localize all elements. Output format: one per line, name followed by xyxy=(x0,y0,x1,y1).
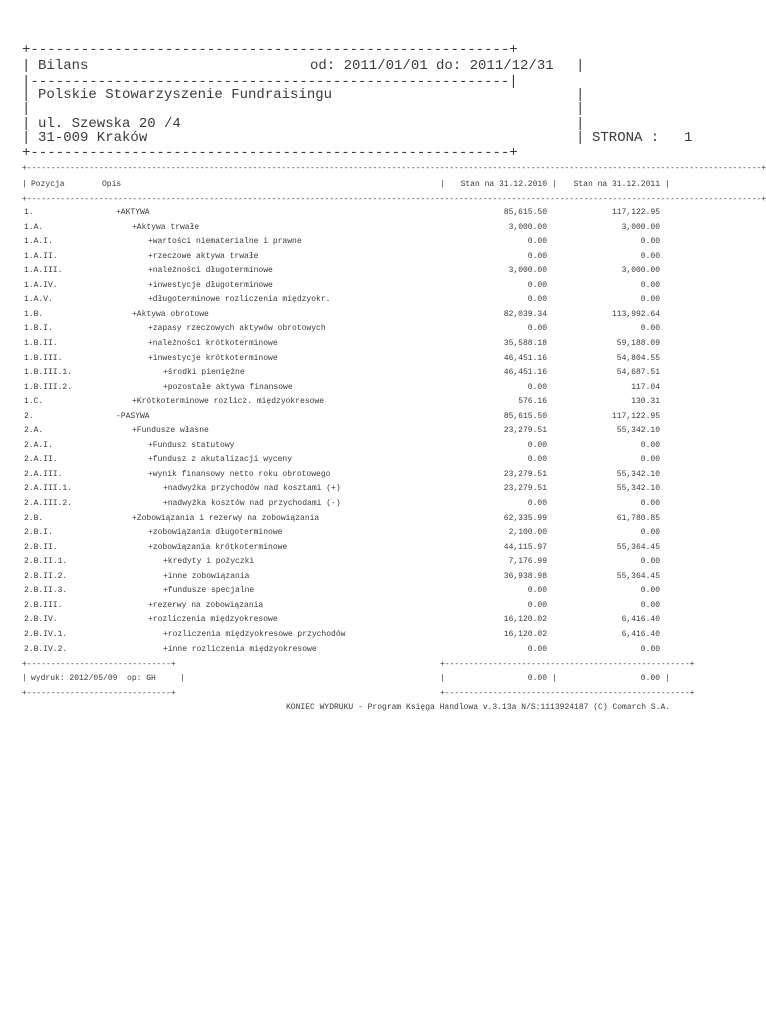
row-position: 2.B.IV. xyxy=(24,615,58,625)
row-description: +Fundusze własne xyxy=(132,426,209,436)
table-header-left-bar: | xyxy=(22,180,27,189)
row-value-2010: 0.00 xyxy=(527,455,547,465)
row-value-2010: 0.00 xyxy=(527,382,547,392)
col-header-description: Opis xyxy=(102,180,122,189)
row-value-2010: 0.00 xyxy=(527,586,547,596)
header-divider: |---------------------------------------------------------| xyxy=(22,74,518,90)
footer-total-curr: 0.00 xyxy=(640,674,660,683)
row-description: +zobowiązania krótkoterminowe xyxy=(148,542,288,552)
row-value-2010: 62,335.99 xyxy=(503,513,547,523)
row-position: 1.A.III. xyxy=(24,266,63,276)
footer-left-bar: | xyxy=(22,674,27,683)
row-value-2011: 0.00 xyxy=(640,644,660,654)
table-header-rule: +---------------------------------------------------------------------------------------------------------------------------------------------------------+ xyxy=(22,195,766,204)
header-right-bar: | xyxy=(576,101,585,117)
footer-total-bar: | xyxy=(440,674,445,683)
col-header-sep: | xyxy=(440,180,445,189)
row-value-2010: 82,039.34 xyxy=(503,309,547,319)
row-position: 1.A. xyxy=(24,222,44,232)
header-left-bar: | xyxy=(22,87,31,103)
row-description: +fundusz z akutalizacji wyceny xyxy=(148,455,293,465)
row-value-2011: 59,188.09 xyxy=(616,338,660,348)
row-value-2011: 55,364.45 xyxy=(616,571,660,581)
row-value-2011: 0.00 xyxy=(640,251,660,261)
header-left-bar: | xyxy=(22,101,31,117)
row-description: +należności długoterminowe xyxy=(148,266,273,276)
row-description: +AKTYWA xyxy=(116,208,150,217)
row-value-2010: 16,120.02 xyxy=(503,615,547,625)
row-value-2010: 0.00 xyxy=(527,324,547,334)
print-info: wydruk: 2012/05/09 op: GH xyxy=(31,674,156,683)
row-value-2011: 130.31 xyxy=(631,397,660,407)
row-description: +wynik finansowy netto roku obrotowego xyxy=(148,469,331,479)
row-description: +Aktywa obrotowe xyxy=(132,309,209,319)
row-description: +rezerwy na zobowiązania xyxy=(148,600,264,610)
row-position: 1.A.IV. xyxy=(24,280,58,290)
row-value-2011: 117,122.95 xyxy=(611,208,660,217)
row-description: +pozostałe aktywa finansowe xyxy=(163,382,293,392)
row-value-2010: 0.00 xyxy=(527,644,547,654)
row-description: +inwestycje długoterminowe xyxy=(148,280,273,290)
row-value-2011: 55,342.10 xyxy=(616,426,660,436)
row-position: 1.A.II. xyxy=(24,251,58,261)
row-description: +kredyty i pożyczki xyxy=(163,557,255,567)
row-value-2011: 117.04 xyxy=(631,382,660,392)
row-position: 1.B.III.2. xyxy=(24,382,73,392)
row-position: 2.B.III. xyxy=(24,600,63,610)
row-value-2010: 0.00 xyxy=(527,440,547,450)
row-value-2010: 0.00 xyxy=(527,251,547,261)
row-position: 1.A.V. xyxy=(24,295,53,305)
row-value-2010: 46,451.16 xyxy=(503,353,547,363)
row-value-2011: 0.00 xyxy=(640,237,660,247)
col-header-position: Pozycja xyxy=(31,180,65,189)
row-value-2011: 0.00 xyxy=(640,295,660,305)
row-value-2010: 23,279.51 xyxy=(503,484,547,494)
row-value-2011: 55,342.10 xyxy=(616,469,660,479)
row-value-2011: 0.00 xyxy=(640,586,660,596)
header-bottom-border: +---------------------------------------------------------+ xyxy=(22,145,518,161)
end-of-print-note: KONIEC WYDRUKU - Program Księga Handlowa v.3.13a N/S:1113924187 (C) Comarch S.A. xyxy=(286,703,671,712)
row-description: +zobowiązania długoterminowe xyxy=(148,528,283,538)
row-value-2010: 576.16 xyxy=(518,397,547,407)
page-label: STRONA : xyxy=(592,130,660,146)
row-value-2010: 7,176.99 xyxy=(508,557,547,567)
row-value-2010: 85,615.50 xyxy=(503,411,547,421)
row-value-2010: 0.00 xyxy=(527,600,547,610)
row-value-2011: 0.00 xyxy=(640,499,660,508)
footer-total-bar: | xyxy=(552,674,557,683)
row-value-2011: 0.00 xyxy=(640,557,660,567)
row-description: -PASYWA xyxy=(116,411,150,421)
row-description: +środki pieniężne xyxy=(163,368,245,378)
company-name: Polskie Stowarzyszenie Fundraisingu xyxy=(38,87,333,103)
footer-right-top-rule: +---------------------------------------------------+ xyxy=(440,660,695,669)
row-description: +inwestycje krótkoterminowe xyxy=(148,353,278,363)
col-header-curr: Stan na 31.12.2011 xyxy=(573,180,660,189)
row-value-2010: 2,100.00 xyxy=(508,528,547,538)
row-value-2011: 113,992.64 xyxy=(611,309,660,319)
row-value-2011: 3,000.00 xyxy=(621,222,660,232)
row-position: 1.B.II. xyxy=(24,338,58,348)
row-description: +Zobowiązania i rezerwy na zobowiązania xyxy=(132,513,320,523)
row-value-2011: 0.00 xyxy=(640,600,660,610)
report-title: Bilans xyxy=(38,58,89,74)
footer-left-bar: | xyxy=(180,674,185,683)
row-position: 2.B.IV.1. xyxy=(24,629,68,639)
row-position: 2.A.II. xyxy=(24,455,58,465)
row-value-2011: 54,804.55 xyxy=(616,353,660,363)
header-right-bar: | xyxy=(576,116,585,132)
row-description: +wartości niematerialne i prawne xyxy=(148,237,302,247)
row-value-2011: 55,364.45 xyxy=(616,542,660,552)
report-period: od: 2011/01/01 do: 2011/12/31 xyxy=(310,58,554,74)
row-position: 2. xyxy=(24,411,34,421)
row-position: 2.B.II.1. xyxy=(24,557,68,567)
table-top-rule: +---------------------------------------------------------------------------------------------------------------------------------------------------------+ xyxy=(22,164,766,173)
row-value-2011: 54,687.51 xyxy=(616,368,660,378)
row-position: 1.B.III.1. xyxy=(24,368,73,378)
row-value-2010: 36,938.98 xyxy=(503,571,547,581)
row-position: 1. xyxy=(24,208,34,217)
row-position: 2.B.IV.2. xyxy=(24,644,68,654)
row-value-2010: 85,615.50 xyxy=(503,208,547,217)
row-description: +należności krótkoterminowe xyxy=(148,338,278,348)
row-description: +nadwyżka kosztów nad przychodami (-) xyxy=(163,499,341,508)
header-left-bar: | xyxy=(22,130,31,146)
row-value-2011: 0.00 xyxy=(640,528,660,538)
row-position: 2.A.III.2. xyxy=(24,499,73,508)
header-right-bar: | xyxy=(576,130,585,146)
row-value-2011: 6,416.40 xyxy=(621,629,660,639)
row-position: 2.B.II.3. xyxy=(24,586,68,596)
row-description: +rzeczowe aktywa trwałe xyxy=(148,251,259,261)
row-position: 2.B.I. xyxy=(24,528,53,538)
row-value-2011: 3,000.00 xyxy=(621,266,660,276)
row-position: 2.A.III. xyxy=(24,469,63,479)
row-position: 2.A.III.1. xyxy=(24,484,73,494)
row-value-2010: 44,115.97 xyxy=(503,542,547,552)
row-description: +długoterminowe rozliczenia międzyokr. xyxy=(148,295,331,305)
row-value-2011: 0.00 xyxy=(640,280,660,290)
row-description: +Fundusz statutowy xyxy=(148,440,235,450)
table-header-right-bar: | xyxy=(665,180,670,189)
row-position: 2.A. xyxy=(24,426,44,436)
row-position: 2.B.II. xyxy=(24,542,58,552)
row-value-2010: 3,000.00 xyxy=(508,222,547,232)
row-value-2010: 16,120.02 xyxy=(503,629,547,639)
row-value-2010: 0.00 xyxy=(527,499,547,508)
row-description: +inne rozliczenia międzyokresowe xyxy=(163,644,317,654)
row-value-2010: 0.00 xyxy=(527,237,547,247)
row-value-2011: 0.00 xyxy=(640,455,660,465)
row-position: 2.A.I. xyxy=(24,440,53,450)
row-description: +Krótkoterminowe rozlicz. międzyokresowe xyxy=(132,397,325,407)
row-value-2010: 46,451.16 xyxy=(503,368,547,378)
row-position: 2.B.II.2. xyxy=(24,571,68,581)
row-position: 1.A.I. xyxy=(24,237,53,247)
row-value-2011: 0.00 xyxy=(640,324,660,334)
row-value-2010: 0.00 xyxy=(527,280,547,290)
footer-left-bottom-rule: +------------------------------+ xyxy=(22,689,176,698)
footer-total-prev: 0.00 xyxy=(527,674,547,683)
row-description: +nadwyżka przychodów nad kosztami (+) xyxy=(163,484,341,494)
footer-right-bottom-rule: +---------------------------------------------------+ xyxy=(440,689,695,698)
row-value-2010: 0.00 xyxy=(527,295,547,305)
row-description: +inne zobowiązania xyxy=(163,571,250,581)
row-value-2010: 3,000.00 xyxy=(508,266,547,276)
col-header-sep: | xyxy=(552,180,557,189)
footer-left-top-rule: +------------------------------+ xyxy=(22,660,176,669)
page-number: 1 xyxy=(684,130,693,146)
row-value-2011: 61,780.85 xyxy=(616,513,660,523)
header-right-bar: | xyxy=(576,58,585,74)
header-top-border: +---------------------------------------------------------+ xyxy=(22,42,518,58)
row-position: 1.B. xyxy=(24,309,44,319)
row-value-2010: 23,279.51 xyxy=(503,469,547,479)
company-street: ul. Szewska 20 /4 xyxy=(38,116,181,132)
row-description: +zapasy rzeczowych aktywów obrotowych xyxy=(148,324,326,334)
row-value-2011: 0.00 xyxy=(640,440,660,450)
row-description: +rozliczenia międzyokresowe przychodów xyxy=(163,629,346,639)
row-position: 1.C. xyxy=(24,397,44,407)
footer-total-bar: | xyxy=(665,674,670,683)
row-value-2010: 23,279.51 xyxy=(503,426,547,436)
row-value-2011: 55,342.10 xyxy=(616,484,660,494)
row-value-2011: 117,122.95 xyxy=(611,411,660,421)
row-description: +Aktywa trwałe xyxy=(132,222,200,232)
row-position: 1.B.I. xyxy=(24,324,53,334)
row-description: +fundusze specjalne xyxy=(163,586,255,596)
header-right-bar: | xyxy=(576,87,585,103)
header-left-bar: | xyxy=(22,58,31,74)
row-value-2010: 35,588.18 xyxy=(503,338,547,348)
col-header-prev: Stan na 31.12.2010 xyxy=(460,180,547,189)
header-left-bar: | xyxy=(22,116,31,132)
row-position: 1.B.III. xyxy=(24,353,63,363)
row-value-2011: 6,416.40 xyxy=(621,615,660,625)
company-city: 31-009 Kraków xyxy=(38,130,148,146)
row-position: 2.B. xyxy=(24,513,44,523)
row-description: +rozliczenia międzyokresowe xyxy=(148,615,278,625)
